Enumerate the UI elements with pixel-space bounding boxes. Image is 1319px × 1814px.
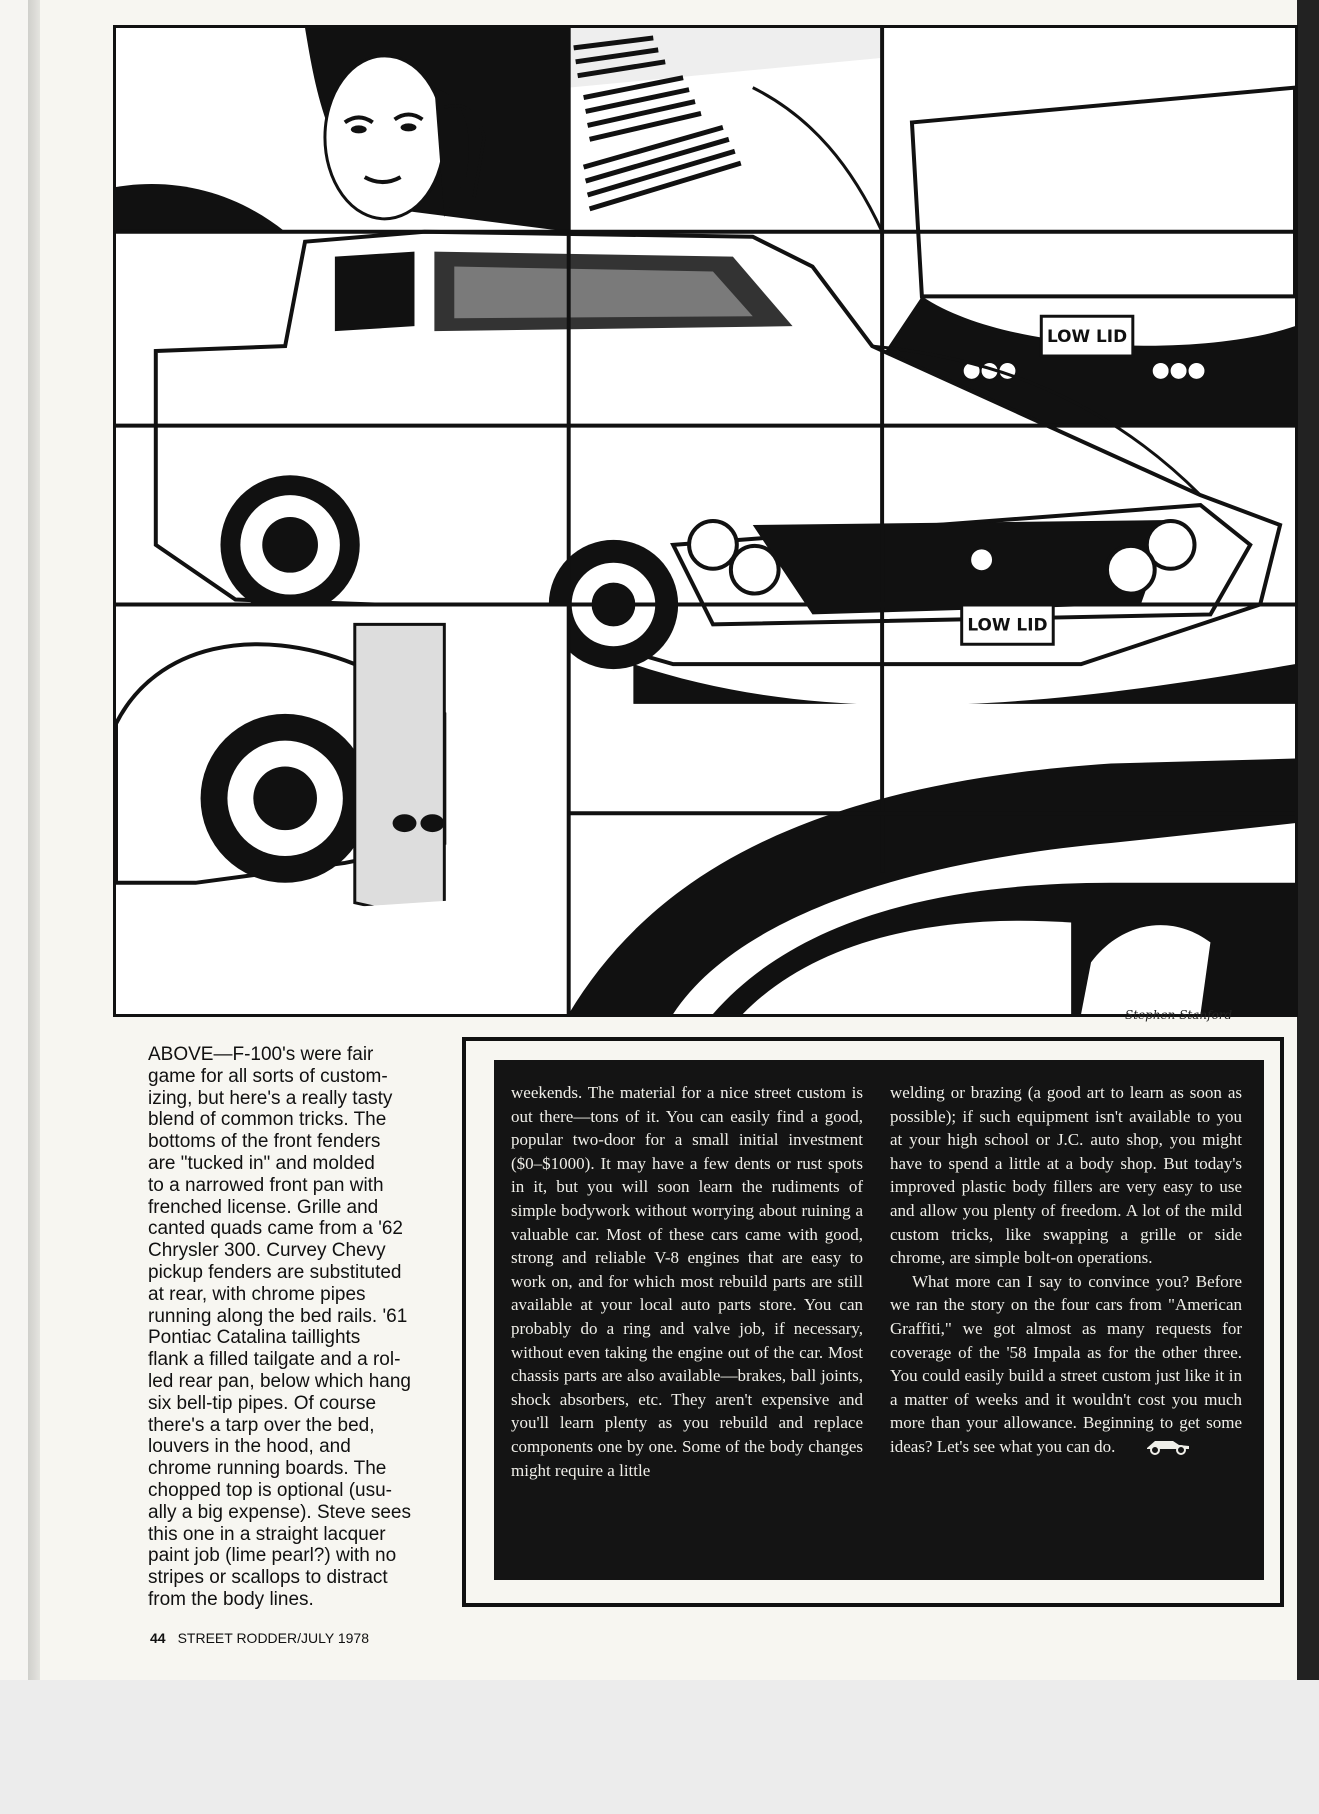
hood-louvers xyxy=(569,28,882,232)
caption-line: are "tucked in" and molded xyxy=(148,1152,375,1174)
caption-line: running along the bed rails. '61 xyxy=(148,1305,408,1327)
caption-line: ABOVE—F-100's were fair xyxy=(148,1044,374,1065)
caption-line: game for all sorts of custom- xyxy=(148,1065,388,1087)
caption-line: frenched license. Grille and xyxy=(148,1196,379,1218)
caption-line: six bell-tip pipes. Of course xyxy=(148,1392,377,1414)
caption-line: Pontiac Catalina taillights xyxy=(148,1327,361,1349)
caption-line: izing, but here's a really tasty xyxy=(148,1087,393,1109)
caption-line: ally a big expense). Steve sees xyxy=(148,1501,411,1523)
tailgate-rear-view xyxy=(882,28,1295,426)
illustration-drawing xyxy=(116,28,1295,1014)
caption-line: this one in a straight lacquer xyxy=(148,1523,386,1545)
caption-line: blend of common tricks. The xyxy=(148,1109,387,1131)
fender-closeup xyxy=(116,604,569,1014)
caption-line: chopped top is optional (usu- xyxy=(148,1479,392,1501)
article-paragraph: weekends. The material for a nice street custom is out there—tons of it. You can easily find a good, popular two-door for a small initial investment ($0–$1000). It may have a few dents or rust spots in it, but you will soon learn the rudiments of simple bodywork without worrying about ruining a valuable car. Most of these cars came with good, strong and reliable V-8 engines that are easy to work on, and for which most rebuild parts are still available at your local auto parts store. You can probably do a ring and valve job, if necessary, without even taking the engine out of the car. Most chassis parts are also available—brakes, ball joints, shock absorbers, etc. They aren't expensive and you'll learn plenty as you rebuild and replace components one by one. Some of the body changes might require a little xyxy=(511,1083,863,1480)
caption-line: led rear pan, below which hang xyxy=(148,1370,412,1392)
woman-portrait xyxy=(116,28,569,232)
caption-line: pickup fenders are substituted xyxy=(148,1261,402,1283)
page-number: 44 xyxy=(150,1630,166,1646)
next-page-edge xyxy=(1297,0,1319,1680)
article-paragraph: What more can I say to convince you? Before we ran the story on the four cars from "American Graffiti," we got almost as many requests for coverage of the '58 Impala as for the other three. You could easily build a street custom just like it in a matter of weeks and it wouldn't cost you much more than your allowance. Beginning to get some ideas? Let's see what you can do. xyxy=(890,1271,1242,1457)
front-plate-text: LOW LID xyxy=(967,614,1048,635)
stripe-artwork xyxy=(569,704,1295,1014)
caption-line: from the body lines. xyxy=(148,1588,314,1610)
caption-line: there's a tarp over the bed, xyxy=(148,1414,375,1436)
scan-margin xyxy=(0,1680,1319,1814)
rear-plate-text: LOW LID xyxy=(1046,326,1128,347)
caption-line: stripes or scallops to distract xyxy=(148,1567,388,1589)
article-column-1 xyxy=(511,1081,863,1482)
caption-line: paint job (lime pearl?) with no xyxy=(148,1545,397,1567)
truck-illustration xyxy=(113,25,1298,1017)
article-paragraph: welding or brazing (a good art to learn as soon as possible); if such equipment isn't available to you at your high school or J.C. auto shop, you might have to spend a little at a body shop. But today's improved plastic body fillers are very easy to use and allow you plenty of freedom. A lot of the mild custom tricks, like swapping a grille or side chrome, are simple bolt-on operations. xyxy=(890,1083,1242,1268)
caption-line: chrome running boards. The xyxy=(148,1458,387,1480)
caption-line: flank a filled tailgate and a rol- xyxy=(148,1349,401,1371)
caption-line: to a narrowed front pan with xyxy=(148,1174,384,1196)
caption-line: bottoms of the front fenders xyxy=(148,1131,381,1153)
publication-line: STREET RODDER/JULY 1978 xyxy=(177,1630,369,1646)
caption-line: louvers in the hood, and xyxy=(148,1436,351,1458)
hot-rod-end-mark-icon xyxy=(1121,1435,1193,1462)
caption-line: at rear, with chrome pipes xyxy=(148,1283,366,1305)
article-column-2 xyxy=(890,1081,1242,1462)
photo-caption xyxy=(148,1044,441,1611)
caption-line: canted quads came from a '62 xyxy=(148,1218,403,1240)
page-folio xyxy=(150,1630,369,1646)
artist-signature: Stephen Stanford xyxy=(1125,1008,1233,1022)
caption-line: Chrysler 300. Curvey Chevy xyxy=(148,1240,386,1262)
